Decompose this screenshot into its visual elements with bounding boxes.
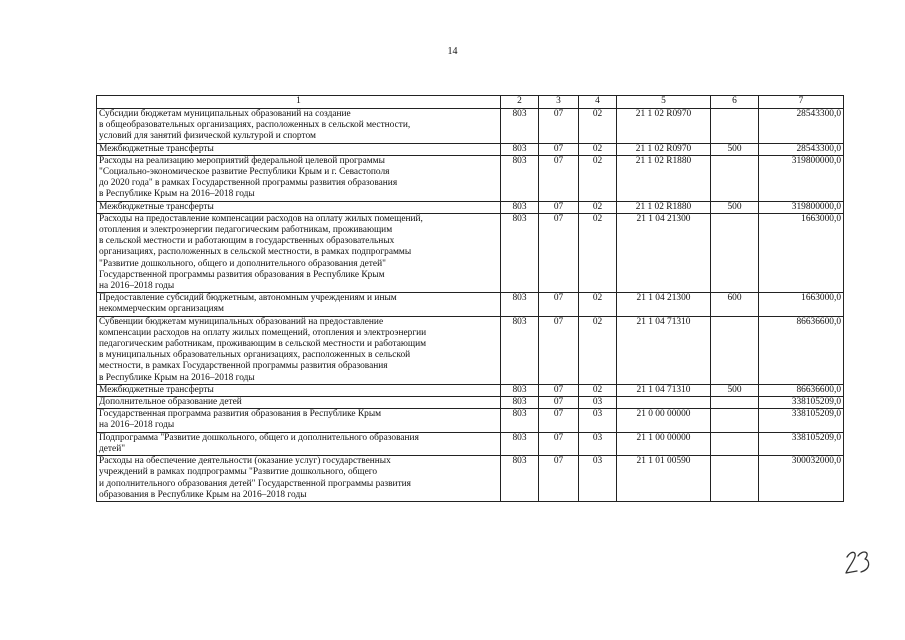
header-col-3: 3 — [539, 96, 579, 109]
row-target-code: 21 1 04 21300 — [617, 213, 711, 292]
table-row — [97, 293, 844, 316]
row-expense-type — [711, 456, 759, 502]
row-section: 07 — [539, 316, 579, 384]
page-number: 14 — [447, 46, 458, 57]
row-name: Межбюджетные трансферты — [97, 384, 501, 396]
header-col-4: 4 — [579, 96, 617, 109]
row-ministry: 803 — [501, 384, 539, 396]
row-target-code: 21 1 02 R1880 — [617, 155, 711, 201]
row-expense-type — [711, 109, 759, 144]
table-row — [97, 432, 844, 455]
header-col-1: 1 — [97, 96, 501, 109]
row-name: Субсидии бюджетам муниципальных образований на создание в общеобразовательных организациях, расположенных в сельской местности, условий для занятий физической культурой и спортом — [97, 109, 501, 144]
row-amount: 300032000,0 — [759, 456, 844, 502]
table-row — [97, 384, 844, 396]
row-subsection: 02 — [579, 155, 617, 201]
table-row — [97, 109, 844, 144]
row-expense-type — [711, 397, 759, 409]
row-section: 07 — [539, 384, 579, 396]
row-target-code: 21 1 02 R0970 — [617, 143, 711, 155]
row-section: 07 — [539, 201, 579, 213]
row-subsection: 02 — [579, 201, 617, 213]
row-target-code: 21 1 04 21300 — [617, 293, 711, 316]
row-section: 07 — [539, 432, 579, 455]
table-row — [97, 397, 844, 409]
table-row — [97, 456, 844, 502]
row-ministry: 803 — [501, 109, 539, 144]
row-expense-type — [711, 316, 759, 384]
row-name: Межбюджетные трансферты — [97, 201, 501, 213]
row-section: 07 — [539, 293, 579, 316]
row-ministry: 803 — [501, 293, 539, 316]
row-ministry: 803 — [501, 456, 539, 502]
row-subsection: 02 — [579, 384, 617, 396]
row-section: 07 — [539, 109, 579, 144]
row-name: Подпрограмма "Развитие дошкольного, общего и дополнительного образования детей" — [97, 432, 501, 455]
table-row — [97, 143, 844, 155]
row-subsection: 02 — [579, 109, 617, 144]
row-expense-type — [711, 213, 759, 292]
header-col-6: 6 — [711, 96, 759, 109]
row-ministry: 803 — [501, 397, 539, 409]
row-section: 07 — [539, 155, 579, 201]
row-amount: 1663000,0 — [759, 213, 844, 292]
row-amount: 86636600,0 — [759, 384, 844, 396]
header-col-5: 5 — [617, 96, 711, 109]
row-target-code — [617, 397, 711, 409]
row-amount: 338105209,0 — [759, 397, 844, 409]
row-target-code: 21 1 00 00000 — [617, 432, 711, 455]
row-name: Государственная программа развития образования в Республике Крым на 2016–2018 годы — [97, 409, 501, 432]
handwritten-initials-icon — [844, 548, 874, 576]
row-section: 07 — [539, 397, 579, 409]
table-row — [97, 409, 844, 432]
row-name: Расходы на обеспечение деятельности (оказание услуг) государственных учреждений в рамках подпрограммы "Развитие дошкольного, общего и дополнительного образования детей" Государственной программы развития образования в Республике Крым на 2016–2018 годы — [97, 456, 501, 502]
row-amount: 338105209,0 — [759, 432, 844, 455]
row-ministry: 803 — [501, 143, 539, 155]
row-amount: 338105209,0 — [759, 409, 844, 432]
table-row — [97, 316, 844, 384]
row-amount: 319800000,0 — [759, 155, 844, 201]
row-expense-type: 500 — [711, 201, 759, 213]
row-expense-type — [711, 409, 759, 432]
row-subsection: 03 — [579, 397, 617, 409]
row-ministry: 803 — [501, 432, 539, 455]
row-subsection: 03 — [579, 432, 617, 455]
row-target-code: 21 1 02 R0970 — [617, 109, 711, 144]
row-subsection: 03 — [579, 409, 617, 432]
row-target-code: 21 1 04 71310 — [617, 384, 711, 396]
header-col-2: 2 — [501, 96, 539, 109]
row-expense-type — [711, 155, 759, 201]
row-name: Межбюджетные трансферты — [97, 143, 501, 155]
table-row — [97, 213, 844, 292]
row-ministry: 803 — [501, 409, 539, 432]
table-row — [97, 155, 844, 201]
row-name: Предоставление субсидий бюджетным, автономным учреждениям и иным некоммерческим организациям — [97, 293, 501, 316]
row-section: 07 — [539, 143, 579, 155]
row-expense-type — [711, 432, 759, 455]
row-target-code: 21 0 00 00000 — [617, 409, 711, 432]
table-row — [97, 201, 844, 213]
row-expense-type: 500 — [711, 143, 759, 155]
header-col-7: 7 — [759, 96, 844, 109]
row-amount: 28543300,0 — [759, 109, 844, 144]
header-row — [97, 96, 844, 109]
row-section: 07 — [539, 213, 579, 292]
row-name: Расходы на предоставление компенсации расходов на оплату жилых помещений, отопления и электроэнергии педагогическим работникам, проживающим в сельской местности и работающим в государственных образовательных организациях, расположенных в сельской местности, в рамках подпрограммы "Развитие дошкольного, общего и дополнительного образования детей" Государственной программы развития образования в Республике Крым на 2016–2018 годы — [97, 213, 501, 292]
budget-table — [96, 95, 844, 502]
row-subsection: 02 — [579, 316, 617, 384]
row-subsection: 03 — [579, 456, 617, 502]
row-name: Субвенции бюджетам муниципальных образований на предоставление компенсации расходов на оплату жилых помещений, отопления и электроэнергии педагогическим работникам, проживающим в сельской местности и работающим в муниципальных образовательных организациях, расположенных в сельской местности, в рамках Государственной программы развития образования в Республике Крым на 2016–2018 годы — [97, 316, 501, 384]
row-subsection: 02 — [579, 213, 617, 292]
row-target-code: 21 1 02 R1880 — [617, 201, 711, 213]
row-section: 07 — [539, 456, 579, 502]
row-ministry: 803 — [501, 201, 539, 213]
row-ministry: 803 — [501, 316, 539, 384]
row-target-code: 21 1 01 00590 — [617, 456, 711, 502]
row-subsection: 02 — [579, 293, 617, 316]
row-section: 07 — [539, 409, 579, 432]
row-name: Дополнительное образование детей — [97, 397, 501, 409]
row-amount: 28543300,0 — [759, 143, 844, 155]
row-expense-type: 600 — [711, 293, 759, 316]
row-amount: 86636600,0 — [759, 316, 844, 384]
row-expense-type: 500 — [711, 384, 759, 396]
row-name: Расходы на реализацию мероприятий федеральной целевой программы "Социально-экономическое развитие Республики Крым и г. Севастополя до 2020 года" в рамках Государственной программы развития образования в Республике Крым на 2016–2018 годы — [97, 155, 501, 201]
row-amount: 319800000,0 — [759, 201, 844, 213]
row-amount: 1663000,0 — [759, 293, 844, 316]
row-target-code: 21 1 04 71310 — [617, 316, 711, 384]
row-subsection: 02 — [579, 143, 617, 155]
row-ministry: 803 — [501, 155, 539, 201]
row-ministry: 803 — [501, 213, 539, 292]
